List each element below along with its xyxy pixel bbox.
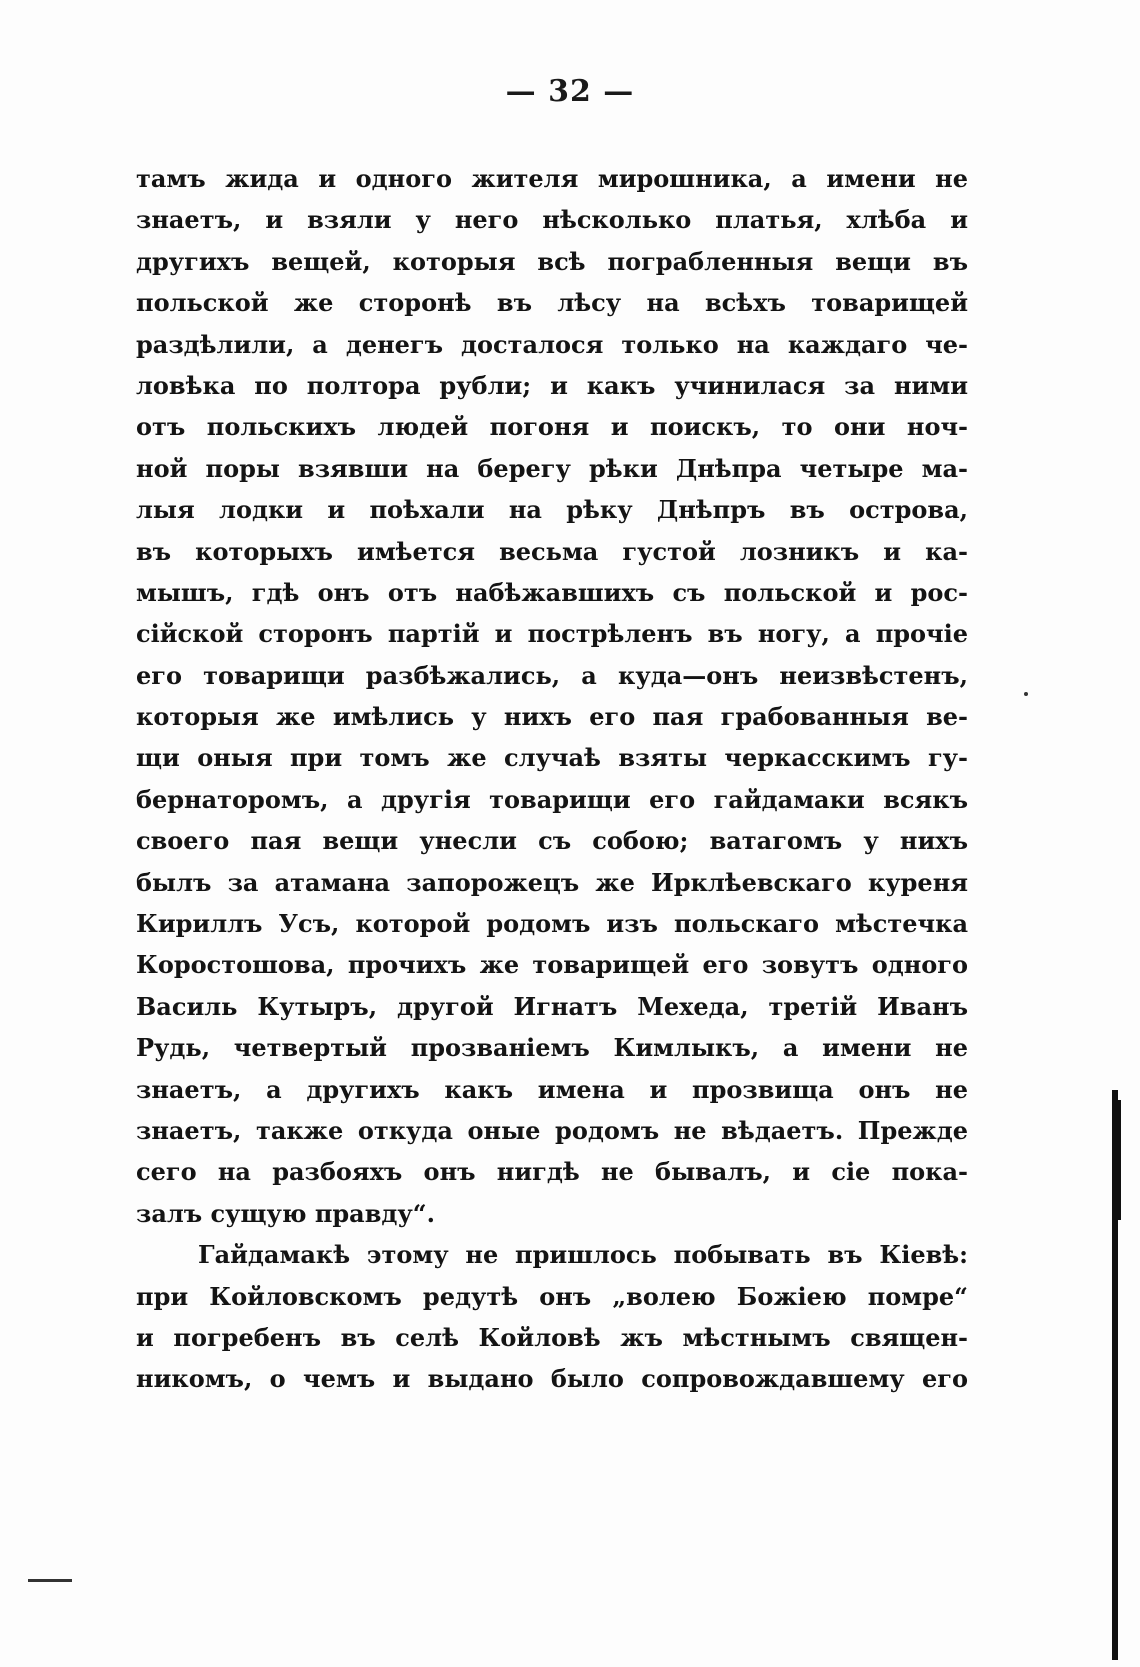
text-line: при Койловскомъ редутѣ онъ „волею Божіею помре“	[136, 1281, 968, 1311]
text-line: знаетъ, и взяли у него нѣсколько платья, хлѣба и	[136, 205, 968, 235]
text-line: Кириллъ Усъ, которой родомъ изъ польскаго мѣстечка	[136, 909, 968, 939]
page-number: — 32 —	[505, 74, 635, 109]
text-line: отъ польскихъ людей погоня и поискъ, то они ноч-	[136, 412, 968, 442]
text-line: тамъ жида и одного жителя мирошника, а имени не	[136, 164, 968, 193]
text-line: Коростошова, прочихъ же товарищей его зовутъ одного	[136, 950, 968, 980]
scan-edge-shadow-thick	[1112, 1100, 1121, 1220]
text-line: знаетъ, а другихъ какъ имена и прозвища онъ не	[136, 1074, 968, 1104]
text-line: которыя же имѣлись у нихъ его пая грабованныя ве-	[136, 702, 968, 732]
text-line: сего на разбояхъ онъ нигдѣ не бывалъ, и сіе пока-	[136, 1157, 968, 1187]
text-line: бернаторомъ, а другія товарищи его гайдамаки всякъ	[136, 784, 968, 814]
text-line: былъ за атамана запорожецъ же Ирклѣевскаго куреня	[136, 867, 968, 897]
text-line: залъ сущую правду“.	[136, 1198, 435, 1228]
text-line: своего пая вещи унесли съ собою; ватагомъ у нихъ	[136, 826, 968, 856]
text-line: Василь Кутыръ, другой Игнатъ Мехеда, третій Иванъ	[136, 991, 968, 1021]
text-line: ловѣка по полтора рубли; и какъ учинилася за ними	[136, 370, 968, 400]
paragraph-1	[136, 158, 968, 1234]
text-line: раздѣлили, а денегъ досталося только на каждаго че-	[136, 329, 968, 359]
text-line: никомъ, о чемъ и выдано было сопровождавшему его	[136, 1364, 968, 1394]
text-line: Рудь, четвертый прозваніемъ Кимлыкъ, а имени не	[136, 1033, 968, 1063]
text-line: въ которыхъ имѣется весьма густой лозникъ и ка-	[136, 536, 968, 566]
text-line: его товарищи разбѣжались, а куда—онъ неизвѣстенъ,	[136, 660, 968, 690]
paragraph-2	[136, 1234, 968, 1400]
scan-speck	[1024, 692, 1028, 696]
text-line: лыя лодки и поѣхали на рѣку Днѣпръ въ острова,	[136, 495, 968, 525]
body-text	[136, 158, 968, 1400]
text-line: другихъ вещей, которыя всѣ пограбленныя вещи въ	[136, 246, 968, 276]
text-line: знаетъ, также откуда оные родомъ не вѣдаетъ. Прежде	[136, 1115, 968, 1145]
text-line: Гайдамакѣ этому не пришлось побывать въ Кіевѣ:	[198, 1240, 968, 1270]
text-line: мышъ, гдѣ онъ отъ набѣжавшихъ съ польской и рос-	[136, 577, 968, 607]
text-line: щи оныя при томъ же случаѣ взяты черкасскимъ гу-	[136, 743, 968, 773]
text-line: и погребенъ въ селѣ Койловѣ жъ мѣстнымъ священ-	[136, 1322, 968, 1352]
text-line: польской же сторонѣ въ лѣсу на всѣхъ товарищей	[136, 288, 968, 318]
text-line: ной поры взявши на берегу рѣки Днѣпра четыре ма-	[136, 453, 968, 483]
scan-mark	[28, 1579, 72, 1582]
text-line: сійской сторонъ партій и пострѣленъ въ ногу, а прочіе	[136, 619, 968, 649]
